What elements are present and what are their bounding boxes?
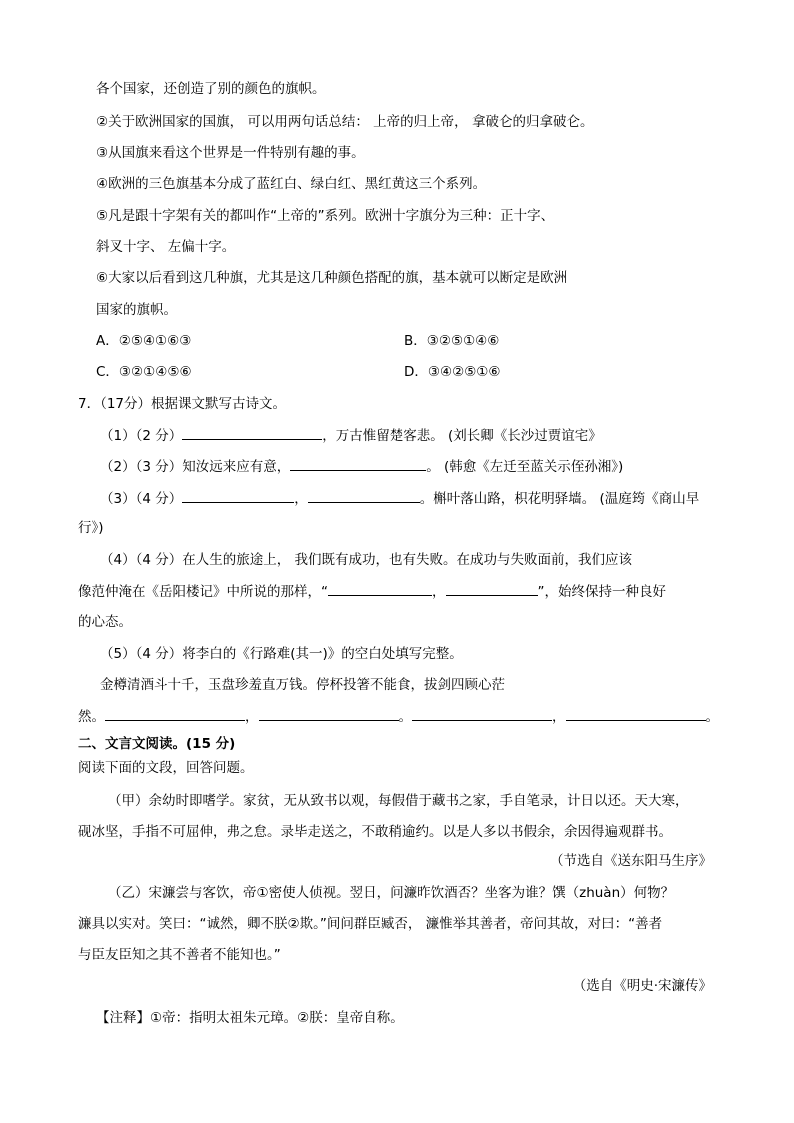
sentence-3: ③从国旗来看这个世界是一件特别有趣的事。 bbox=[96, 145, 365, 161]
sentence-5b: 斜叉十字、 左偏十字。 bbox=[96, 239, 236, 255]
sentence-5a: ⑤凡是跟十字架有关的都叫作“上帝的”系列。欧洲十字旗分为三种：正十字、 bbox=[96, 208, 555, 224]
answer-blank[interactable] bbox=[446, 581, 538, 596]
question-7-title: 7．（17分）根据课文默写古诗文。 bbox=[78, 396, 287, 412]
q7-part4-b: 像范仲淹在《岳阳楼记》中所说的那样，“ ， ”，始终保持一种良好 bbox=[78, 581, 666, 602]
q7-part5-a: （5）（4 分）将李白的《行路难(其一)》的空白处填写完整。 bbox=[100, 646, 463, 662]
passage-jia-source: （节选自《送东阳马生序》 bbox=[550, 853, 712, 869]
passage-jia-line1: （甲）余幼时即嗜学。家贫，无从致书以观，每假借于藏书之家，手自笔录，计日以还。天大寒， bbox=[108, 793, 689, 809]
option-d[interactable]: D．③④②⑤①⑥ bbox=[404, 364, 501, 380]
answer-blank[interactable] bbox=[308, 488, 420, 503]
q7-part5-c: 然。 ， 。 ， 。 bbox=[78, 706, 719, 727]
option-c[interactable]: C．③②①④⑤⑥ bbox=[96, 364, 192, 380]
answer-blank[interactable] bbox=[105, 706, 245, 721]
sentence-2: ②关于欧洲国家的国旗， 可以用两句话总结： 上帝的归上帝， 拿破仑的归拿破仑。 bbox=[96, 114, 594, 130]
q7-part1-text: ，万古惟留楚客悲。 (刘长卿《长沙过贾谊宅》 bbox=[322, 428, 602, 444]
q7-part5-b: 金樽清酒斗十千，玉盘珍羞直万钱。停杯投箸不能食，拔剑四顾心茫 bbox=[100, 677, 505, 693]
q7-part4-a: （4）（4 分）在人生的旅途上， 我们既有成功，也有失败。在成功与失败面前，我们应该 bbox=[100, 552, 633, 568]
section-2-title: 二、文言文阅读。(15 分) bbox=[78, 736, 236, 752]
answer-blank[interactable] bbox=[259, 706, 399, 721]
q7-part4-c: 的心态。 bbox=[78, 614, 132, 630]
option-b[interactable]: B．③②⑤①④⑥ bbox=[404, 333, 500, 349]
answer-blank[interactable] bbox=[412, 706, 552, 721]
passage-jia-line2: 砚冰坚，手指不可屈伸，弗之怠。录毕走送之，不敢稍逾约。以是人多以书假余，余因得遍观群书。 bbox=[78, 824, 672, 840]
q7-part3: （3）（4 分） ， 。槲叶落山路，枳花明驿墙。 (温庭筠《商山早 bbox=[100, 488, 699, 509]
option-a[interactable]: A．②⑤④①⑥③ bbox=[96, 333, 192, 349]
answer-blank[interactable] bbox=[328, 581, 432, 596]
q7-part1-label: （1）（2 分） bbox=[100, 428, 183, 444]
passage-yi-line3: 与臣友臣知之其不善者不能知也。” bbox=[78, 947, 281, 963]
passage-yi-line1: （乙）宋濂尝与客饮，帝①密使人侦视。翌日，问濂昨饮酒否？坐客为谁？馔（zhuàn）何物？ bbox=[108, 885, 675, 901]
q7-part3-text: 。槲叶落山路，枳花明驿墙。 (温庭筠《商山早 bbox=[419, 491, 700, 507]
q7-part4-b1: 像范仲淹在《岳阳楼记》中所说的那样，“ bbox=[78, 584, 328, 600]
sentence-6a: ⑥大家以后看到这几种旗，尤其是这几种颜色搭配的旗，基本就可以断定是欧洲 bbox=[96, 270, 568, 286]
text-line: 各个国家，还创造了别的颜色的旗帜。 bbox=[96, 81, 326, 97]
answer-blank[interactable] bbox=[566, 706, 706, 721]
q7-part2-label: （2）（3 分）知汝远来应有意， bbox=[100, 459, 291, 475]
annotation-note: 【注释】①帝：指明太祖朱元璋。②朕：皇帝自称。 bbox=[96, 1010, 404, 1026]
answer-blank[interactable] bbox=[182, 488, 294, 503]
q7-part4-b2: ”，始终保持一种良好 bbox=[537, 584, 666, 600]
answer-blank[interactable] bbox=[290, 456, 426, 471]
q7-part2 bbox=[100, 456, 623, 477]
q7-part5-c-text: 然。 bbox=[78, 709, 105, 725]
q7-part2-text: 。 (韩愈《左迁至蓝关示侄孙湘》) bbox=[426, 459, 624, 475]
answer-blank[interactable] bbox=[182, 425, 322, 440]
q7-part1 bbox=[100, 425, 602, 446]
sentence-4: ④欧洲的三色旗基本分成了蓝红白、绿白红、黑红黄这三个系列。 bbox=[96, 176, 487, 192]
passage-yi-line2: 濂具以实对。笑曰：“诚然，卿不朕②欺。”间问群臣臧否， 濂惟举其善者，帝问其故，对曰：“善者 bbox=[78, 916, 663, 932]
q7-part3-label: （3）（4 分） bbox=[100, 491, 183, 507]
q7-part3-cont: 行》) bbox=[78, 520, 104, 536]
sentence-6b: 国家的旗帜。 bbox=[96, 302, 177, 318]
section-2-instruction: 阅读下面的文段，回答问题。 bbox=[78, 760, 254, 776]
passage-yi-source: （选自《明史·宋濂传》 bbox=[572, 978, 712, 994]
